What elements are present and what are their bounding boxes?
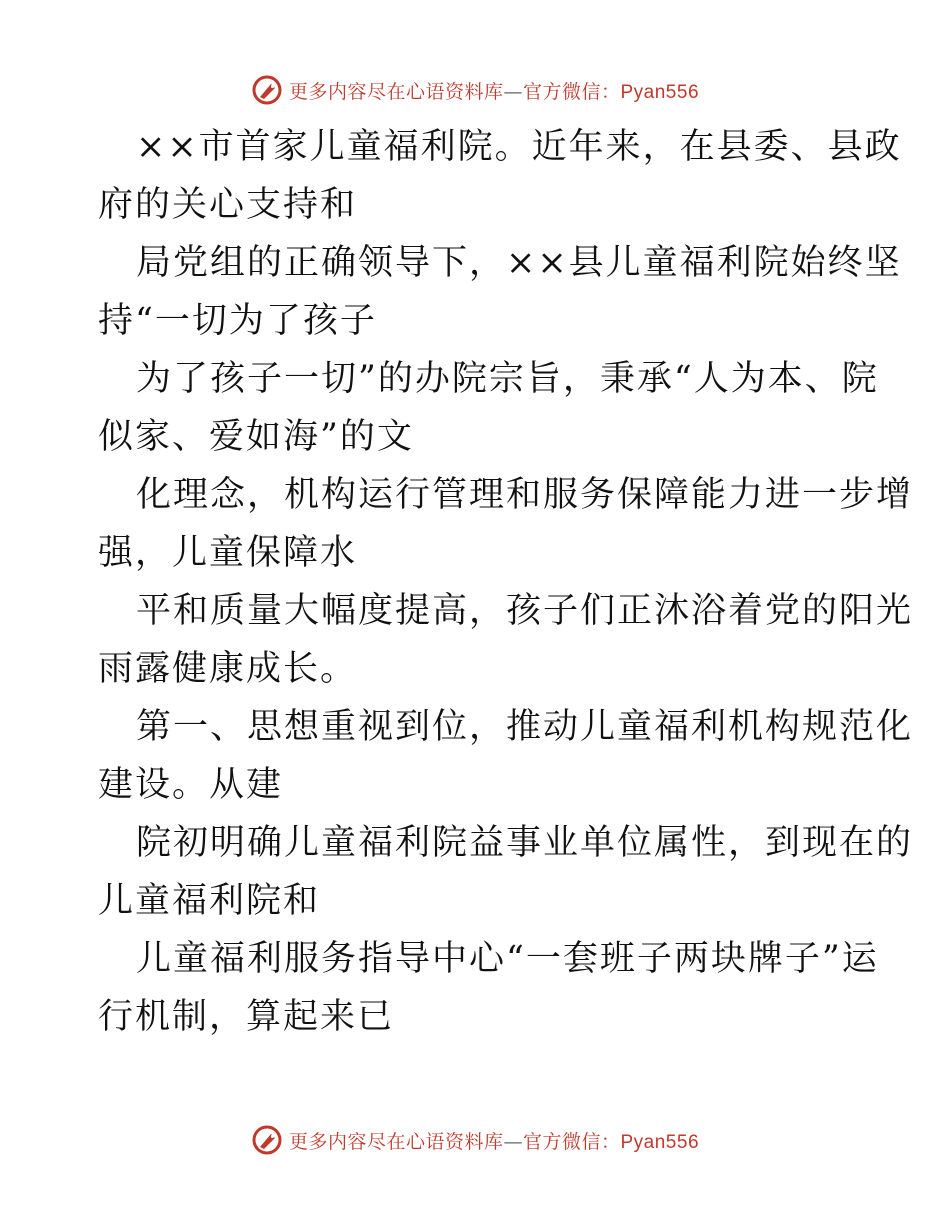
text-line: 为了孩子一切”的办院宗旨，秉承“人为本、院 [136,359,879,399]
text-line: 儿童福利服务指导中心“一套班子两块牌子”运 [136,939,879,979]
watermark-text: 更多内容尽在心语资料库—官方微信：Pyan556 [288,1130,700,1153]
text-line: 建设。从建 [98,765,284,805]
footer-watermark [0,1120,950,1160]
text-line: 持“一切为了孩子 [98,301,377,341]
text-line: 强，儿童保障水 [98,533,358,573]
document-body [98,118,914,1046]
text-line: 府的关心支持和 [98,185,358,225]
text-line: ××市首家儿童福利院。近年来，在县委、县政 [136,127,902,167]
watermark-text: 更多内容尽在心语资料库—官方微信：Pyan556 [288,80,700,103]
text-line: 第一、思想重视到位，推动儿童福利机构规范化 [136,707,914,747]
text-line: 行机制，算起来已 [98,997,395,1037]
text-line: 平和质量大幅度提高，孩子们正沐浴着党的阳光 [136,591,914,631]
text-line: 儿童福利院和 [98,881,321,921]
text-line: 雨露健康成长。 [98,649,358,689]
header-watermark [0,70,950,110]
text-line: 化理念，机构运行管理和服务保障能力进一步增 [136,475,914,515]
text-line: 似家、爱如海”的文 [98,417,414,457]
text-line: 局党组的正确领导下，××县儿童福利院始终坚 [136,243,902,283]
text-line: 院初明确儿童福利院益事业单位属性，到现在的 [136,823,914,863]
pen-nib-icon [251,74,283,106]
pen-nib-icon [251,1124,283,1156]
